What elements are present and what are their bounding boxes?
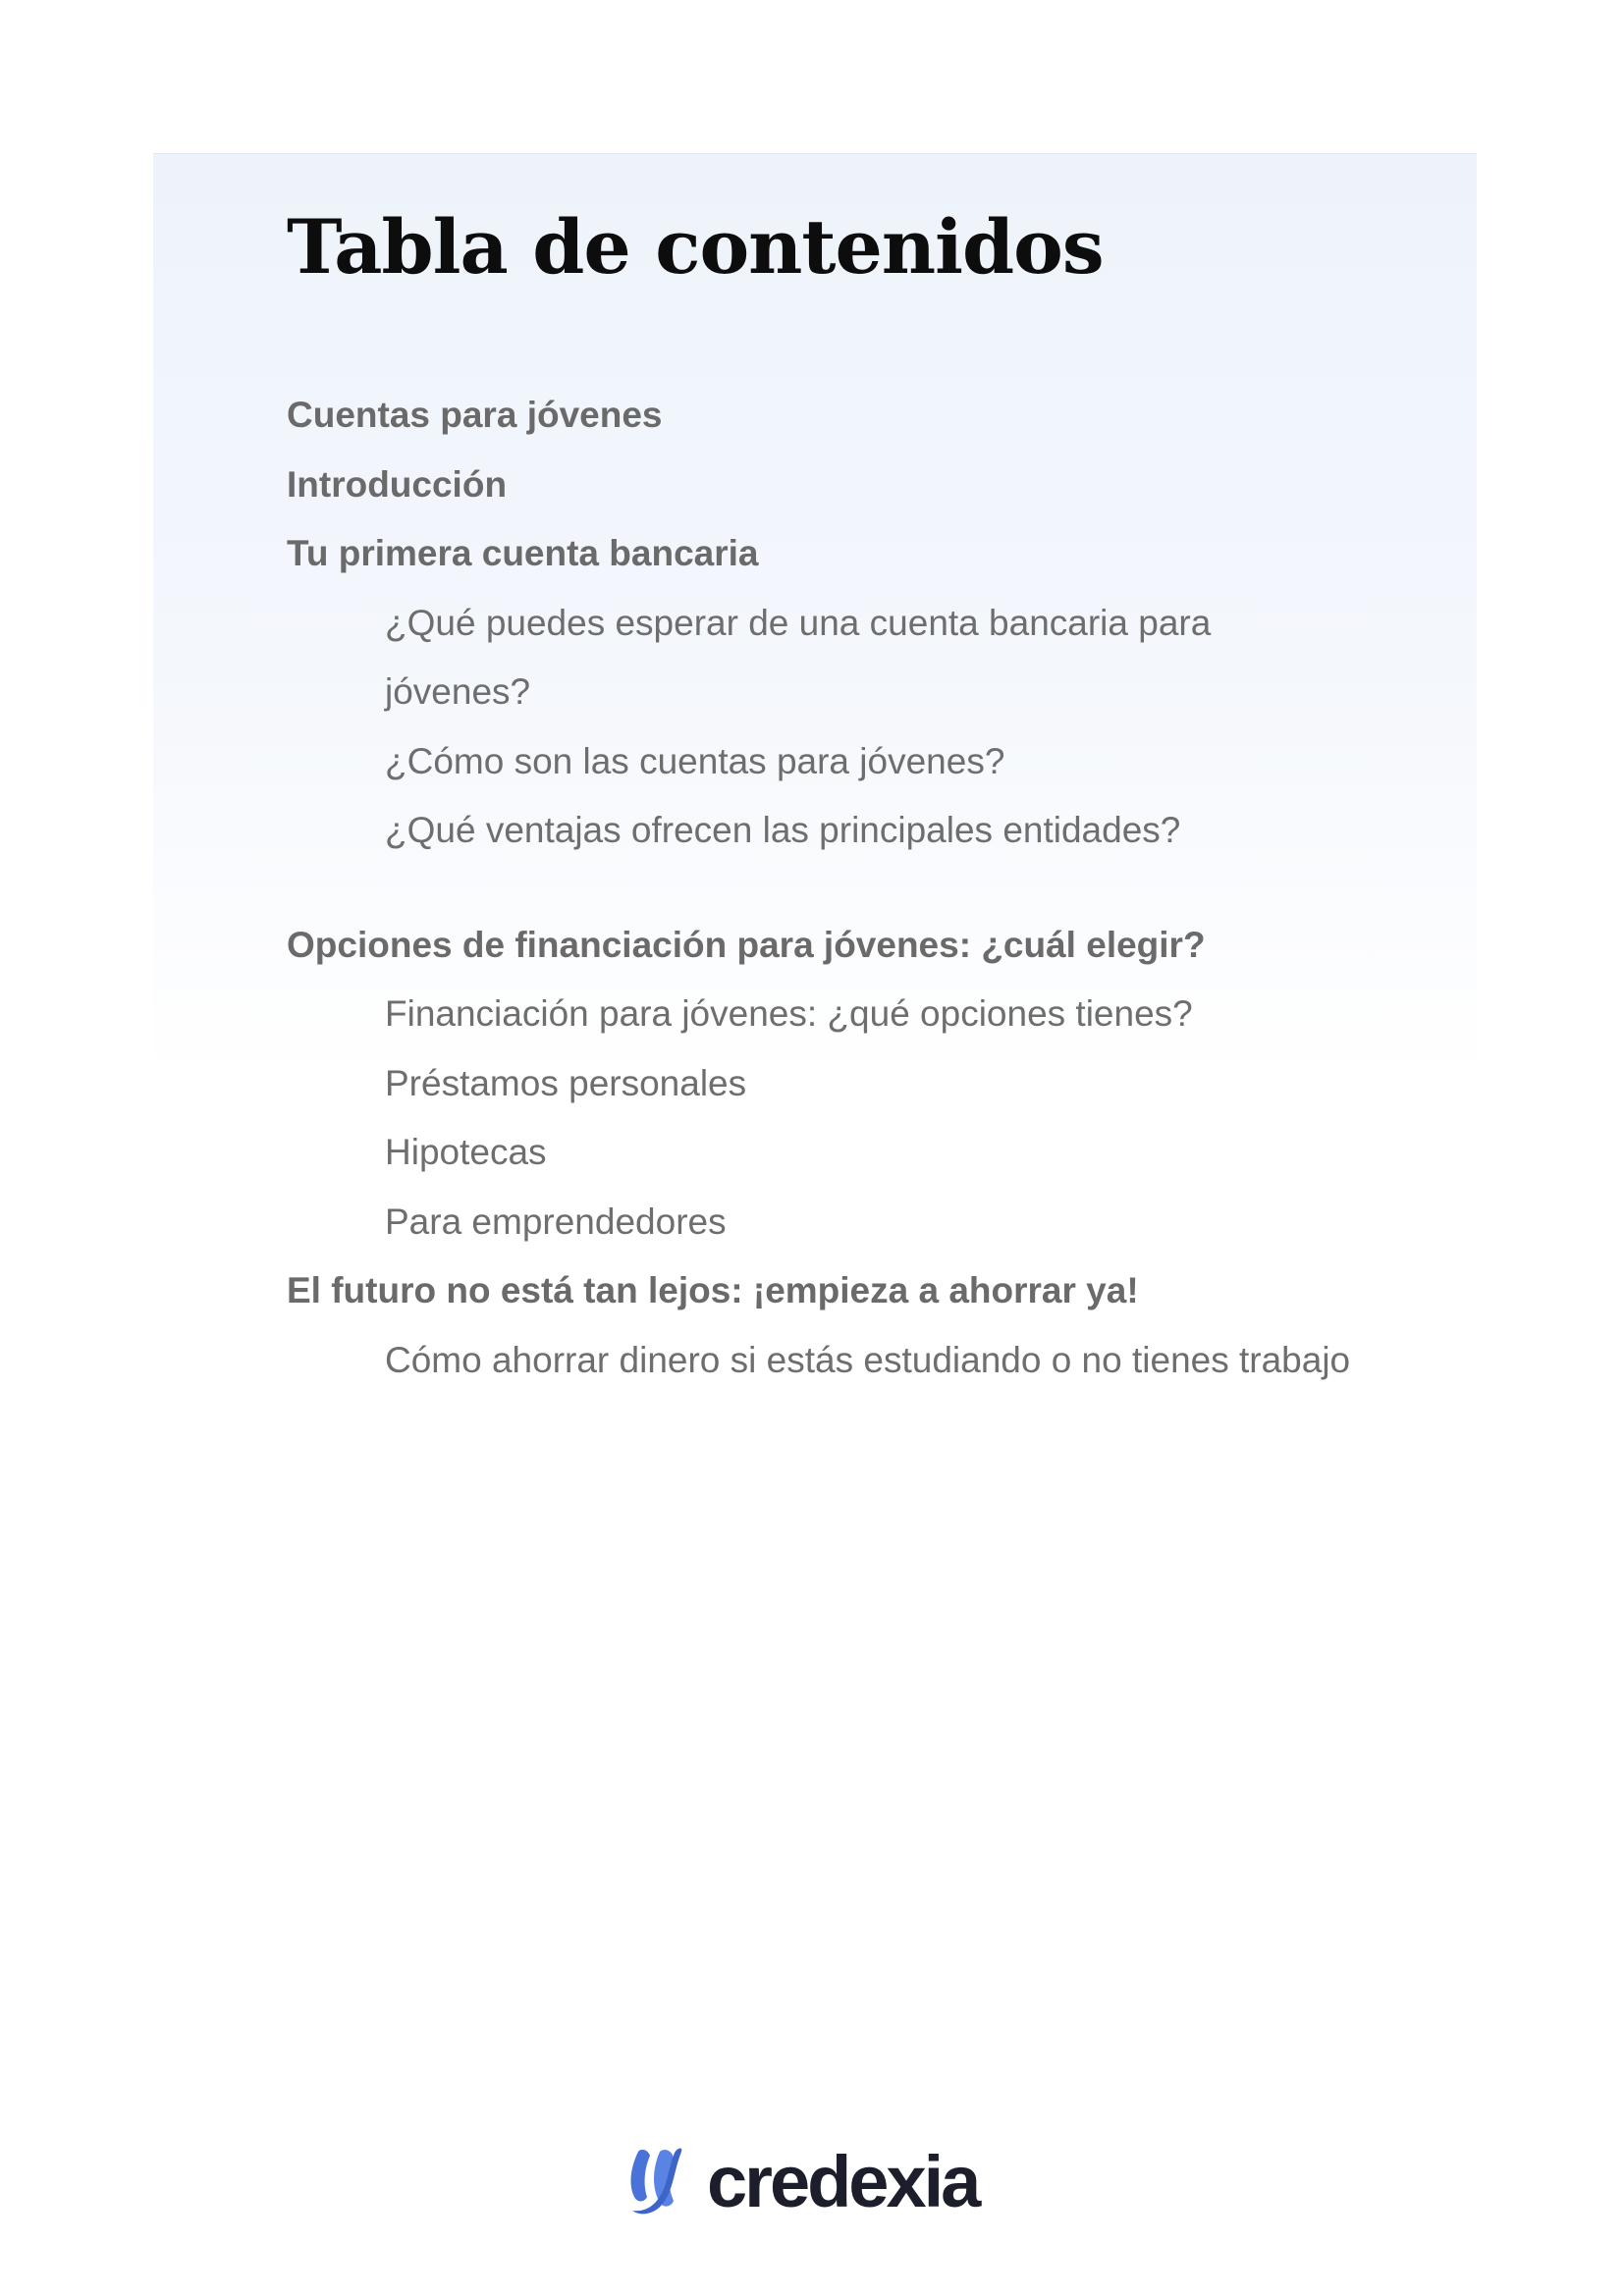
toc-item-introduccion[interactable]: Introducción bbox=[287, 463, 508, 505]
brand-name: credexia bbox=[707, 2141, 979, 2222]
toc-subitem-hipotecas[interactable]: Hipotecas bbox=[385, 1132, 547, 1172]
toc-subitem-como-son-las-cuentas[interactable]: ¿Cómo son las cuentas para jóvenes? bbox=[385, 740, 1005, 781]
toc-subitem-prestamos-personales[interactable]: Préstamos personales bbox=[385, 1062, 747, 1103]
toc-subitem-que-puedes-esperar[interactable]: ¿Qué puedes esperar de una cuenta bancaria para bbox=[385, 602, 1212, 643]
brand-logo bbox=[624, 2141, 979, 2222]
toc-item-el-futuro-no-esta-tan-lejos[interactable]: El futuro no está tan lejos: ¡empieza a ahorrar ya! bbox=[287, 1270, 1139, 1310]
table-of-contents bbox=[287, 381, 1485, 1395]
toc-subitem-para-emprendedores[interactable]: Para emprendedores bbox=[385, 1201, 727, 1242]
toc-item-opciones-de-financiacion[interactable]: Opciones de financiación para jóvenes: ¿cuál elegir? bbox=[287, 924, 1206, 965]
page-title: Tabla de contenidos bbox=[287, 203, 1104, 291]
credexia-logo-icon bbox=[624, 2146, 699, 2218]
toc-subitem-como-ahorrar-dinero[interactable]: Cómo ahorrar dinero si estás estudiando o no tienes trabajo bbox=[385, 1339, 1351, 1380]
toc-subitem-financiacion-para-jovenes[interactable]: Financiación para jóvenes: ¿qué opciones tienes? bbox=[385, 993, 1193, 1034]
toc-subitem-que-ventajas-ofrecen[interactable]: ¿Qué ventajas ofrecen las principales entidades? bbox=[385, 810, 1181, 850]
toc-subitem-que-puedes-esperar-cont[interactable]: jóvenes? bbox=[385, 671, 531, 712]
toc-item-tu-primera-cuenta-bancaria[interactable]: Tu primera cuenta bancaria bbox=[287, 533, 759, 573]
toc-item-cuentas-para-jovenes[interactable]: Cuentas para jóvenes bbox=[287, 395, 663, 435]
